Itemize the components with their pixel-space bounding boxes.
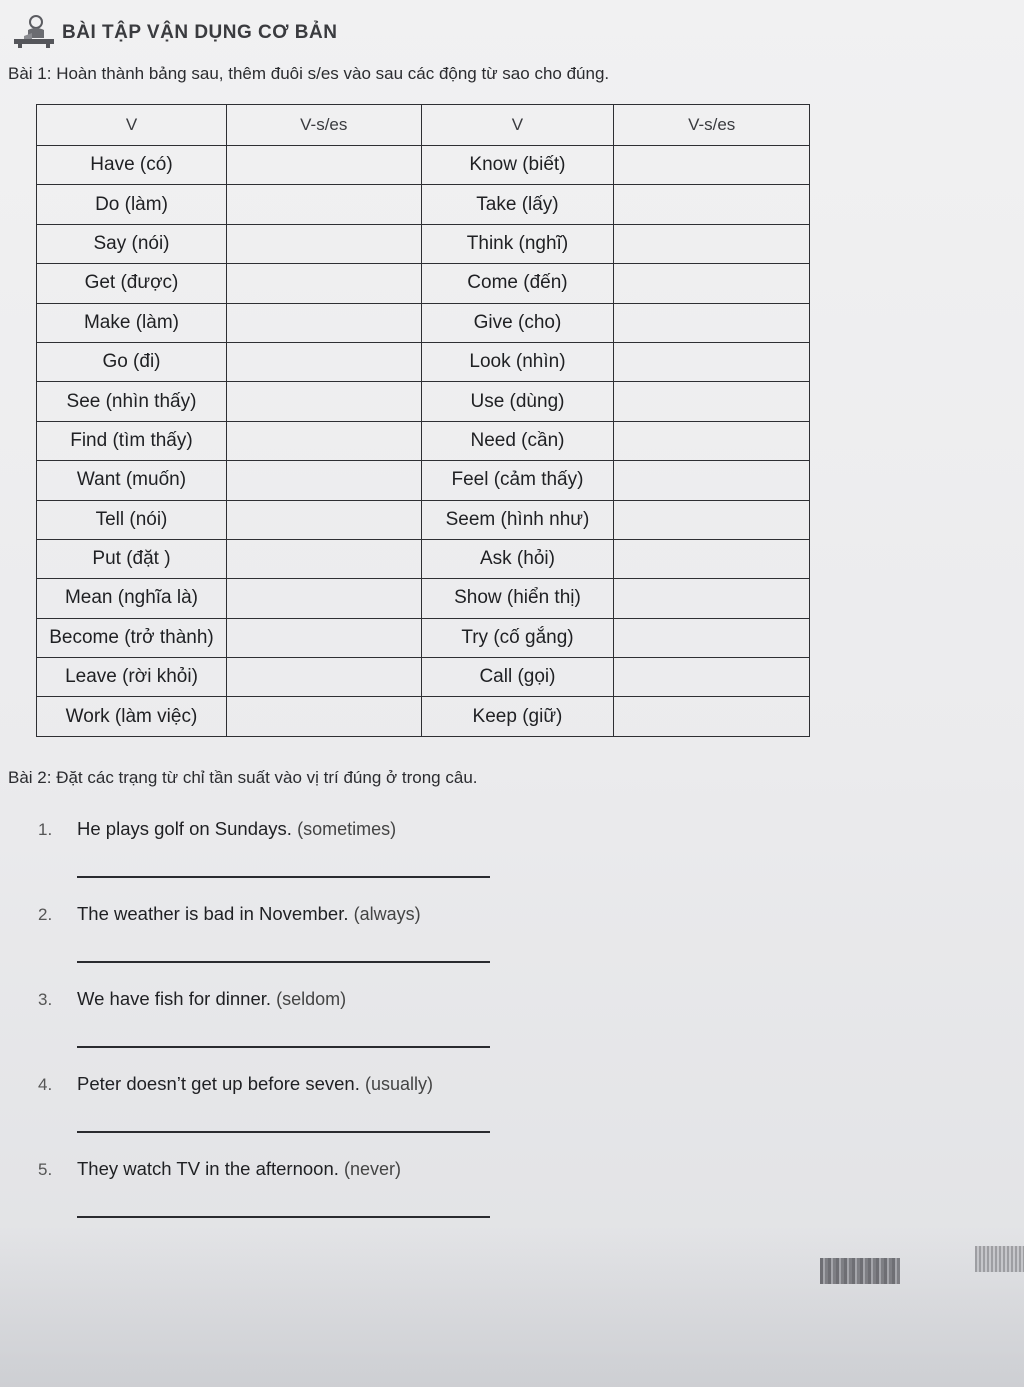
table-header-row <box>37 105 810 146</box>
answer-cell[interactable] <box>614 618 810 657</box>
header-v-ses: V-s/es <box>226 105 421 146</box>
verb-cell: See (nhìn thấy) <box>37 382 227 421</box>
table-row <box>37 579 810 618</box>
list-item <box>36 1067 516 1152</box>
answer-line[interactable] <box>77 1046 490 1048</box>
item-number: 1. <box>38 820 53 839</box>
item-number: 2. <box>38 905 53 924</box>
verb-cell: Feel (cảm thấy) <box>421 461 614 500</box>
list-item <box>36 982 516 1067</box>
answer-cell[interactable] <box>226 461 421 500</box>
list-item <box>36 1152 516 1237</box>
item-sentence-wrap <box>77 988 346 1010</box>
answer-cell[interactable] <box>614 539 810 578</box>
verb-cell: Know (biết) <box>421 146 614 185</box>
student-reading-icon <box>10 14 58 48</box>
corner-smudge <box>975 1246 1024 1272</box>
answer-cell[interactable] <box>614 303 810 342</box>
answer-line[interactable] <box>77 1131 490 1133</box>
answer-cell[interactable] <box>614 579 810 618</box>
verb-cell: Make (làm) <box>37 303 227 342</box>
list-item <box>36 812 516 897</box>
verb-cell: Call (gọi) <box>421 658 614 697</box>
verb-cell: Tell (nói) <box>37 500 227 539</box>
answer-cell[interactable] <box>226 382 421 421</box>
verb-cell: Want (muốn) <box>37 461 227 500</box>
verb-cell: Go (đi) <box>37 342 227 381</box>
verb-cell: Keep (giữ) <box>421 697 614 736</box>
answer-cell[interactable] <box>614 342 810 381</box>
answer-line[interactable] <box>77 1216 490 1218</box>
item-number: 4. <box>38 1075 53 1094</box>
table-row <box>37 303 810 342</box>
table-row <box>37 421 810 460</box>
verb-cell: Become (trở thành) <box>37 618 227 657</box>
page-number-smudge <box>820 1258 900 1284</box>
answer-cell[interactable] <box>226 500 421 539</box>
answer-cell[interactable] <box>226 185 421 224</box>
item-sentence-wrap <box>77 1158 401 1180</box>
verb-table <box>36 104 810 737</box>
verb-cell: Ask (hỏi) <box>421 539 614 578</box>
answer-cell[interactable] <box>614 421 810 460</box>
answer-cell[interactable] <box>226 658 421 697</box>
verb-cell: Find (tìm thấy) <box>37 421 227 460</box>
verb-cell: Put (đặt ) <box>37 539 227 578</box>
answer-cell[interactable] <box>226 421 421 460</box>
answer-line[interactable] <box>77 876 490 878</box>
verb-cell: Seem (hình như) <box>421 500 614 539</box>
item-number: 5. <box>38 1160 53 1179</box>
verb-cell: Mean (nghĩa là) <box>37 579 227 618</box>
exercise-1-instruction: Bài 1: Hoàn thành bảng sau, thêm đuôi s/es vào sau các động từ sao cho đúng. <box>8 64 610 83</box>
answer-cell[interactable] <box>226 618 421 657</box>
answer-cell[interactable] <box>226 146 421 185</box>
table-row <box>37 658 810 697</box>
verb-cell: Give (cho) <box>421 303 614 342</box>
header-v: V <box>37 105 227 146</box>
item-hint: (always) <box>353 904 421 924</box>
verb-cell: Get (được) <box>37 264 227 303</box>
answer-cell[interactable] <box>614 461 810 500</box>
bottom-shadow <box>0 1227 1024 1387</box>
verb-cell: Come (đến) <box>421 264 614 303</box>
answer-cell[interactable] <box>226 697 421 736</box>
table-row <box>37 500 810 539</box>
answer-cell[interactable] <box>614 185 810 224</box>
answer-cell[interactable] <box>614 658 810 697</box>
table-row <box>37 224 810 263</box>
answer-cell[interactable] <box>614 382 810 421</box>
table-row <box>37 264 810 303</box>
item-number: 3. <box>38 990 53 1009</box>
answer-cell[interactable] <box>226 539 421 578</box>
item-sentence-wrap <box>77 903 421 925</box>
verb-cell: Have (có) <box>37 146 227 185</box>
answer-cell[interactable] <box>226 264 421 303</box>
table-row <box>37 539 810 578</box>
answer-line[interactable] <box>77 961 490 963</box>
answer-cell[interactable] <box>614 500 810 539</box>
item-hint: (seldom) <box>276 989 347 1009</box>
answer-cell[interactable] <box>614 264 810 303</box>
item-sentence: He plays golf on Sundays. <box>77 818 292 839</box>
verb-cell: Try (cố gắng) <box>421 618 614 657</box>
exercise-2-instruction: Bài 2: Đặt các trạng từ chỉ tần suất vào vị trí đúng ở trong câu. <box>8 768 478 787</box>
answer-cell[interactable] <box>226 342 421 381</box>
item-sentence: They watch TV in the afternoon. <box>77 1158 339 1179</box>
verb-cell: Work (làm việc) <box>37 697 227 736</box>
table-row <box>37 146 810 185</box>
item-sentence: The weather is bad in November. <box>77 903 349 924</box>
list-item <box>36 897 516 982</box>
header-v-ses-2: V-s/es <box>614 105 810 146</box>
answer-cell[interactable] <box>614 224 810 263</box>
verb-cell: Look (nhìn) <box>421 342 614 381</box>
table-row <box>37 618 810 657</box>
verb-cell: Need (cần) <box>421 421 614 460</box>
verb-cell: Say (nói) <box>37 224 227 263</box>
section-header <box>10 8 337 48</box>
table-row <box>37 382 810 421</box>
item-sentence: We have fish for dinner. <box>77 988 272 1009</box>
verb-cell: Use (dùng) <box>421 382 614 421</box>
header-v-2: V <box>421 105 614 146</box>
item-hint: (never) <box>344 1159 402 1179</box>
section-title: BÀI TẬP VẬN DỤNG CƠ BẢN <box>62 22 338 43</box>
item-hint: (usually) <box>364 1074 434 1094</box>
table-row <box>37 342 810 381</box>
table-row <box>37 697 810 736</box>
answer-cell[interactable] <box>226 303 421 342</box>
verb-cell: Leave (rời khỏi) <box>37 658 227 697</box>
item-sentence-wrap <box>77 818 396 840</box>
verb-cell: Show (hiển thị) <box>421 579 614 618</box>
table-row <box>37 461 810 500</box>
verb-cell: Do (làm) <box>37 185 227 224</box>
verb-cell: Take (lấy) <box>421 185 614 224</box>
answer-cell[interactable] <box>614 697 810 736</box>
item-sentence-wrap <box>77 1073 433 1095</box>
answer-cell[interactable] <box>226 579 421 618</box>
item-sentence: Peter doesn’t get up before seven. <box>77 1073 360 1094</box>
answer-cell[interactable] <box>614 146 810 185</box>
answer-cell[interactable] <box>226 224 421 263</box>
verb-cell: Think (nghĩ) <box>421 224 614 263</box>
item-hint: (sometimes) <box>297 819 397 839</box>
table-row <box>37 185 810 224</box>
exercise-2-list <box>36 812 516 1237</box>
